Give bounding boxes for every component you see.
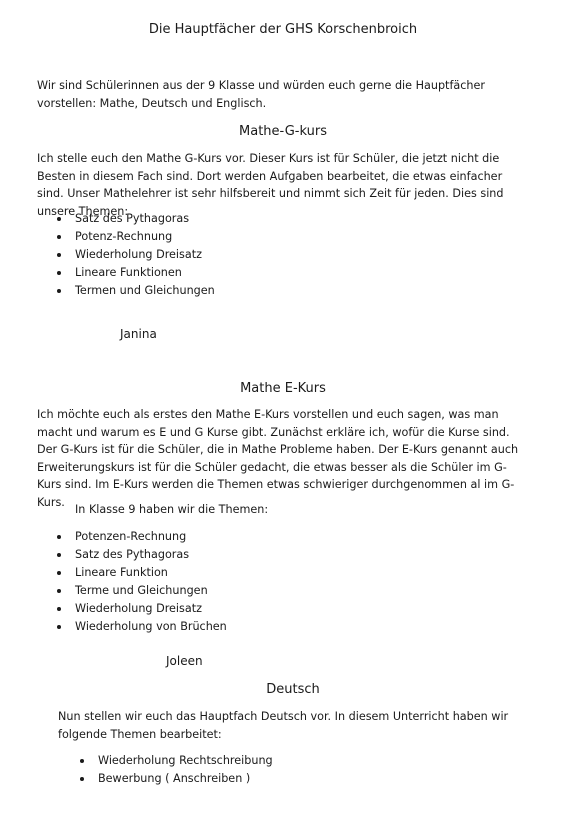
bullet-icon xyxy=(57,535,61,539)
mathe-e-heading: Mathe E-Kurs xyxy=(240,381,326,396)
bullet-icon xyxy=(57,271,61,275)
topic-label: Potenz-Rechnung xyxy=(75,230,173,243)
topic-label: Bewerbung ( Anschreiben ) xyxy=(98,772,251,785)
bullet-icon xyxy=(57,235,61,239)
list-item xyxy=(37,246,215,264)
deutsch-heading: Deutsch xyxy=(266,682,320,697)
topic-label: Potenzen-Rechnung xyxy=(75,530,187,543)
bullet-icon xyxy=(57,217,61,221)
intro-paragraph: Wir sind Schülerinnen aus der 9 Klasse und würden euch gerne die Hauptfächer vorstellen: Mathe, Deutsch und Englisch. xyxy=(37,79,485,110)
topic-label: Lineare Funktion xyxy=(75,566,168,579)
bullet-icon xyxy=(80,777,84,781)
list-item xyxy=(60,770,273,788)
topic-label: Wiederholung Rechtschreibung xyxy=(98,754,273,767)
list-item xyxy=(37,210,215,228)
topic-label: Termen und Gleichungen xyxy=(75,284,215,297)
bullet-icon xyxy=(80,759,84,763)
bullet-icon xyxy=(57,553,61,557)
document-title: Die Hauptfächer der GHS Korschenbroich xyxy=(148,22,418,37)
bullet-icon xyxy=(57,625,61,629)
mathe-g-paragraph: Ich stelle euch den Mathe G-Kurs vor. Dieser Kurs ist für Schüler, die jetzt nicht die Besten in diesem Fach sind. Dort werden Aufgaben bearbeitet, die etwas einfacher sind. Unser Mathelehrer ist sehr hilfsbereit und nimmt sich Zeit für jeden. Dies sind unsere Themen: xyxy=(37,152,504,218)
topic-label: Terme und Gleichungen xyxy=(75,584,208,597)
topic-label: Satz des Pythagoras xyxy=(75,548,190,561)
topic-label: Wiederholung von Brüchen xyxy=(75,620,227,633)
list-item xyxy=(37,618,227,636)
bullet-icon xyxy=(57,589,61,593)
mathe-e-sub-intro: In Klasse 9 haben wir die Themen: xyxy=(75,503,269,516)
list-item xyxy=(37,546,227,564)
list-item xyxy=(37,282,215,300)
bullet-icon xyxy=(57,607,61,611)
list-item xyxy=(37,600,227,618)
mathe-e-paragraph: Ich möchte euch als erstes den Mathe E-Kurs vorstellen und euch sagen, was man macht und warum es E und G Kurse gibt. Zunächst erkläre ich, wofür die Kurse sind. Der G-Kurs ist für die Schüler, die in Mathe Probleme haben. Der E-Kurs genannt auch Erweiterungskurs ist für die Schüler gedacht, die etwas besser als die Schüler im G-Kurs sind. Im E-Kurs werden die Themen etwas schwieriger durchgenommen al im G-Kurs. xyxy=(37,408,519,509)
topic-label: Wiederholung Dreisatz xyxy=(75,602,202,615)
list-item xyxy=(60,752,273,770)
list-item xyxy=(37,582,227,600)
list-item xyxy=(37,564,227,582)
mathe-g-heading: Mathe-G-kurs xyxy=(239,124,327,139)
bullet-icon xyxy=(57,289,61,293)
list-item xyxy=(37,528,227,546)
list-item xyxy=(37,228,215,246)
mathe-g-author: Janina xyxy=(120,327,157,341)
mathe-e-author: Joleen xyxy=(166,654,203,668)
mathe-g-topic-list xyxy=(37,210,215,300)
deutsch-topic-list xyxy=(60,752,273,788)
deutsch-paragraph: Nun stellen wir euch das Hauptfach Deutsch vor. In diesem Unterricht haben wir folgende Themen bearbeitet: xyxy=(58,710,509,741)
bullet-icon xyxy=(57,253,61,257)
topic-label: Satz des Pythagoras xyxy=(75,212,190,225)
bullet-icon xyxy=(57,571,61,575)
list-item xyxy=(37,264,215,282)
mathe-e-topic-list xyxy=(37,528,227,636)
topic-label: Wiederholung Dreisatz xyxy=(75,248,202,261)
topic-label: Lineare Funktionen xyxy=(75,266,182,279)
